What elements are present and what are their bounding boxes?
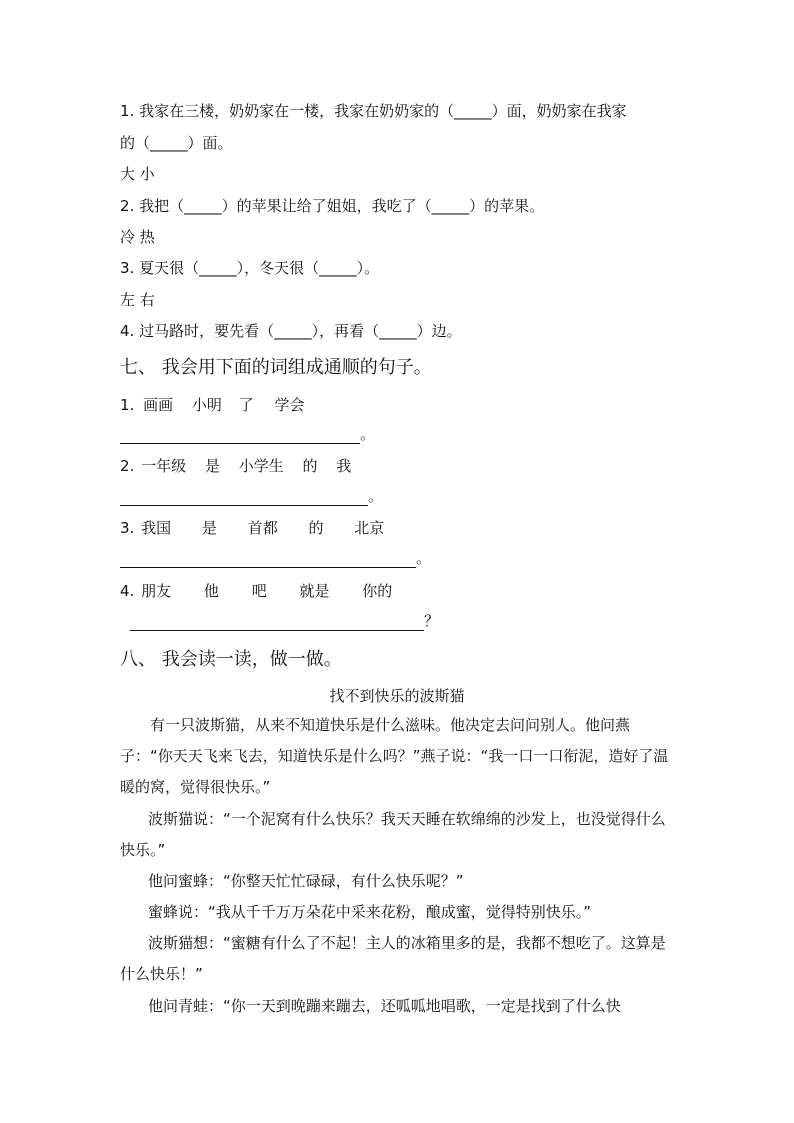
question-6-1-line-2: 的（_____）面。 <box>120 134 233 152</box>
word: 他 <box>203 582 219 600</box>
word: 小学生 <box>238 457 284 475</box>
question-number: 1. <box>120 396 135 414</box>
story-paragraph-6: 他问青蛙：“你一天到晚蹦来蹦去，还呱呱地唱歌，一定是找到了什么快 <box>148 997 621 1015</box>
story-paragraph-4: 蜜蜂说：“我从千千万万朵花中采来花粉，酿成蜜，觉得特别快乐。” <box>148 903 592 921</box>
word: 你的 <box>362 582 393 600</box>
sentence-end-mark: 。 <box>416 549 432 567</box>
word: 朋友 <box>141 582 172 600</box>
story-paragraph-3: 他问蜜蜂：“你整天忙忙碌碌，有什么快乐呢？” <box>148 872 464 890</box>
question-6-2: 2. 我把（_____）的苹果让给了姐姐，我吃了（_____）的苹果。 <box>120 197 545 215</box>
answer-line-7-4[interactable] <box>130 611 439 631</box>
sentence-end-mark: 。 <box>368 487 384 505</box>
question-7-1 <box>120 395 680 415</box>
word: 的 <box>308 519 324 537</box>
story-paragraph-2: 波斯猫说：“一个泥窝有什么快乐？我天天睡在软绵绵的沙发上，也没觉得什么快乐。” <box>120 810 666 859</box>
sentence-end-mark: ？ <box>424 612 440 630</box>
word: 画画 <box>143 396 174 414</box>
story-title: 找不到快乐的波斯猫 <box>329 687 465 705</box>
word-pair-3: 冷 热 <box>120 228 155 246</box>
answer-line-7-2[interactable] <box>120 486 383 506</box>
section-8-heading: 八、 我会读一读，做一做。 <box>120 649 342 670</box>
word: 一年级 <box>141 457 187 475</box>
story-paragraph-5: 波斯猫想：“蜜糖有什么了不起！主人的冰箱里多的是，我都不想吃了。这算是什么快乐！” <box>120 934 666 983</box>
word: 学会 <box>274 396 305 414</box>
word: 首都 <box>247 519 278 537</box>
word-pair-2: 大 小 <box>120 165 155 183</box>
answer-line-7-3[interactable] <box>120 548 431 568</box>
question-number: 3. <box>120 519 135 537</box>
word: 的 <box>302 457 318 475</box>
word: 是 <box>201 519 217 537</box>
question-7-2 <box>120 456 680 476</box>
sentence-end-mark: 。 <box>360 425 376 443</box>
story-paragraph-1: 有一只波斯猫，从来不知道快乐是什么滋味。他决定去问问别人。他问燕子：“你天天飞来飞去，知道快乐是什么吗？”燕子说：“我一口一口衔泥，造好了温暖的窝，觉得很快乐。” <box>120 716 669 796</box>
word: 吧 <box>251 582 267 600</box>
question-number: 2. <box>120 457 135 475</box>
word: 是 <box>204 457 220 475</box>
word: 小明 <box>191 396 222 414</box>
question-6-4: 4. 过马路时，要先看（_____），再看（_____）边。 <box>120 322 462 340</box>
question-7-3 <box>120 518 680 538</box>
word: 我国 <box>141 519 172 537</box>
question-7-4 <box>120 581 680 601</box>
answer-line-7-1[interactable] <box>120 424 375 444</box>
word: 就是 <box>299 582 330 600</box>
word: 北京 <box>354 519 385 537</box>
word: 了 <box>238 396 254 414</box>
section-7-heading: 七、 我会用下面的词组成通顺的句子。 <box>120 357 432 378</box>
word-pair-4: 左 右 <box>120 291 155 309</box>
word: 我 <box>336 457 352 475</box>
question-6-1-line-1: 1. 我家在三楼，奶奶家在一楼，我家在奶奶家的（_____）面，奶奶家在我家 <box>120 102 627 120</box>
question-number: 4. <box>120 582 135 600</box>
question-6-3: 3. 夏天很（_____），冬天很（_____）。 <box>120 259 380 277</box>
